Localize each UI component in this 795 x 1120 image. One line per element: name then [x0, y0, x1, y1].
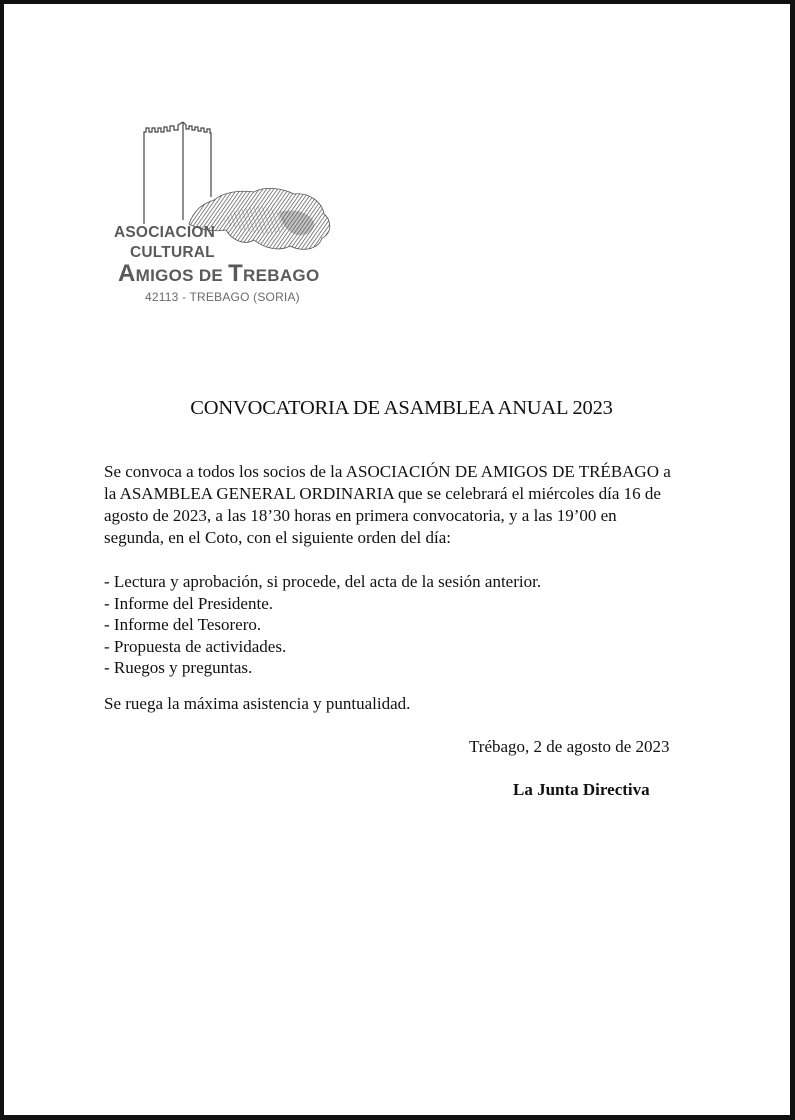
logo-line-asociacion: ASOCIACION: [114, 224, 216, 241]
document-title: CONVOCATORIA DE ASAMBLEA ANUAL 2023: [190, 397, 613, 419]
association-logo: [104, 112, 344, 312]
agenda-item: - Ruegos y preguntas.: [104, 658, 253, 677]
agenda-item: - Lectura y aprobación, si procede, del acta de la sesión anterior.: [104, 572, 542, 591]
intro-line: la ASAMBLEA GENERAL ORDINARIA que se celebrará el miércoles día 16 de: [104, 484, 661, 503]
logo-address: 42113 - TREBAGO (SORIA): [145, 290, 300, 304]
intro-line: agosto de 2023, a las 18’30 horas en primera convocatoria, y a las 19’00 en: [104, 506, 617, 525]
intro-line: segunda, en el Coto, con el siguiente orden del día:: [104, 528, 451, 547]
place-and-date: Trébago, 2 de agosto de 2023: [469, 737, 670, 756]
logo-text-migos-de: MIGOS DE: [135, 266, 229, 285]
agenda-item: - Propuesta de actividades.: [104, 636, 287, 656]
signature: La Junta Directiva: [513, 780, 650, 799]
logo-initial-a: A: [118, 260, 136, 287]
closing-request: Se ruega la máxima asistencia y puntualidad.: [104, 694, 411, 713]
intro-paragraph: [104, 461, 724, 549]
intro-line: Se convoca a todos los socios de la ASOCIACIÓN DE AMIGOS DE TRÉBAGO a: [104, 462, 671, 481]
logo-text-rebago: REBAGO: [243, 266, 320, 285]
logo-line-amigos-de-trebago: [118, 260, 319, 288]
logo-initial-t: T: [228, 260, 244, 287]
agenda-list: [104, 571, 541, 679]
agenda-item: - Informe del Presidente.: [104, 593, 273, 613]
agenda-item: - Informe del Tesorero.: [104, 615, 262, 634]
logo-line-cultural: CULTURAL: [130, 244, 215, 261]
